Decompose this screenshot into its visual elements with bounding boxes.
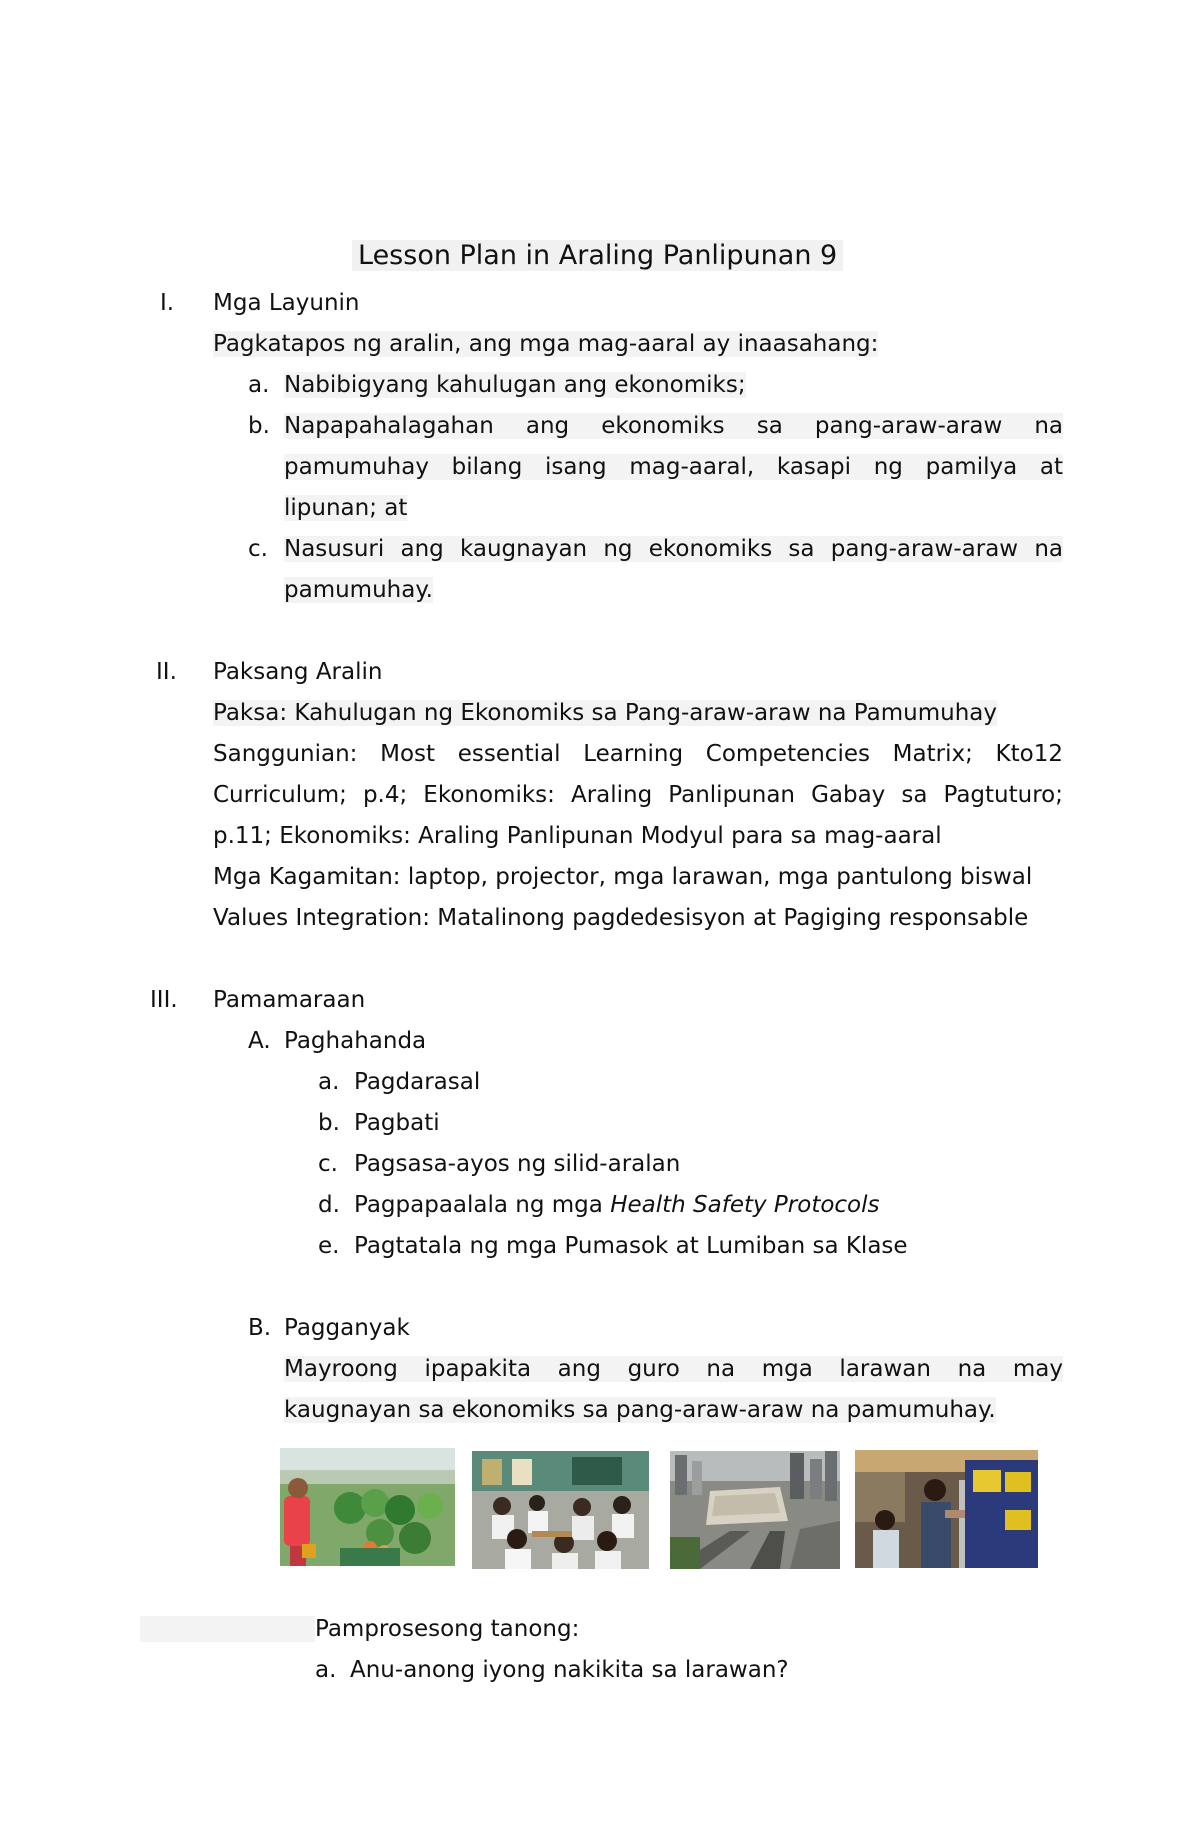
prep-e-marker: e. [318,1233,340,1259]
prep-d-marker: d. [318,1192,340,1218]
section-2-heading: Paksang Aralin [213,659,383,685]
prep-e-text: Pagtatala ng mga Pumasok at Lumiban sa Klase [354,1233,908,1259]
prep-b-marker: b. [318,1110,340,1136]
objective-c-line-2: pamumuhay. [284,577,433,603]
section-2-number: II. [156,659,177,685]
part-a-heading: Paghahanda [284,1028,427,1054]
market-vendor-photo [280,1448,455,1566]
objective-b-line-3: lipunan; at [284,495,408,521]
prep-d-text [354,1192,880,1218]
objective-b-line-1: Napapahalagahan ang ekonomiks sa pang-araw-araw na [284,413,1063,439]
section-3-number: III. [150,987,178,1013]
section-1-number: I. [160,290,175,316]
part-b-marker: B. [248,1315,272,1341]
section-3-heading: Pamamaraan [213,987,366,1013]
prep-a-marker: a. [318,1069,340,1095]
sanggunian-line-2: Curriculum; p.4; Ekonomiks: Araling Panlipunan Gabay sa Pagtuturo; [213,782,1063,808]
commuters-jeepney-photo [855,1450,1038,1568]
objective-b-marker: b. [248,413,270,439]
prep-d-plain: Pagpapaalala ng mga [354,1192,611,1218]
section-1-intro: Pagkatapos ng aralin, ang mga mag-aaral ay inaasahang: [213,331,879,357]
prep-b-text: Pagbati [354,1110,440,1136]
question-a-marker: a. [315,1657,337,1683]
page-title: Lesson Plan in Araling Panlipunan 9 [352,240,843,271]
questions-heading: Pamprosesong tanong: [315,1616,580,1642]
objective-c-marker: c. [248,536,268,562]
values-integration-line: Values Integration: Matalinong pagdedesisyon at Pagiging responsable [213,905,1029,931]
objective-b-line-2: pamumuhay bilang isang mag-aaral, kasapi ng pamilya at [284,454,1063,480]
city-aerial-photo [670,1451,840,1569]
prep-d-italic: Health Safety Protocols [610,1192,880,1218]
section-1-heading: Mga Layunin [213,290,360,316]
part-a-marker: A. [248,1028,271,1054]
highlight-band [140,1616,315,1642]
classroom-photo [472,1451,649,1569]
sanggunian-line-1: Sanggunian: Most essential Learning Competencies Matrix; Kto12 [213,741,1063,767]
prep-c-text: Pagsasa-ayos ng silid-aralan [354,1151,681,1177]
objective-a-marker: a. [248,372,270,398]
question-a-text: Anu-anong iyong nakikita sa larawan? [350,1657,789,1683]
part-b-heading: Pagganyak [284,1315,410,1341]
prep-a-text: Pagdarasal [354,1069,481,1095]
objective-a-text: Nabibigyang kahulugan ang ekonomiks; [284,372,746,398]
sanggunian-line-3: p.11; Ekonomiks: Araling Panlipunan Modyul para sa mag-aaral [213,823,942,849]
objective-c-line-1: Nasusuri ang kaugnayan ng ekonomiks sa pang-araw-araw na [284,536,1063,562]
pagganyak-line-2: kaugnayan sa ekonomiks sa pang-araw-araw na pamumuhay. [284,1397,996,1423]
prep-c-marker: c. [318,1151,338,1177]
kagamitan-line: Mga Kagamitan: laptop, projector, mga larawan, mga pantulong biswal [213,864,1033,890]
paksa-line: Paksa: Kahulugan ng Ekonomiks sa Pang-araw-araw na Pamumuhay [213,700,997,726]
pagganyak-line-1: Mayroong ipapakita ang guro na mga larawan na may [284,1356,1063,1382]
